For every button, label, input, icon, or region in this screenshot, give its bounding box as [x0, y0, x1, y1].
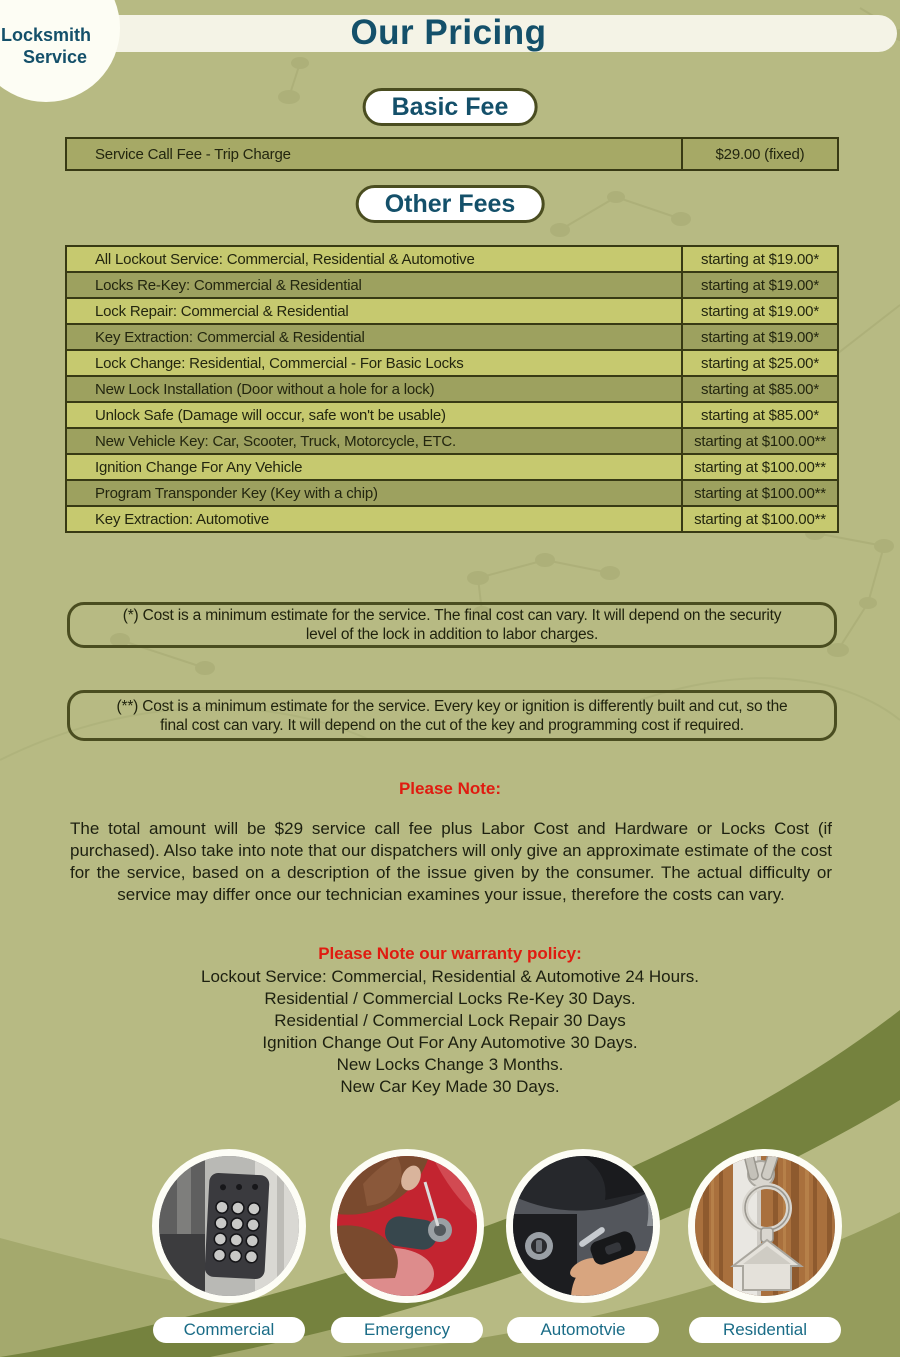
note-box-double-asterisk — [67, 690, 837, 741]
fee-price-value: starting at $19.00* — [701, 276, 819, 294]
fee-row — [67, 351, 837, 377]
fee-service-label: Service Call Fee - Trip Charge — [67, 139, 683, 169]
fee-price-value: starting at $100.00** — [694, 510, 826, 528]
fee-service-label: All Lockout Service: Commercial, Residential & Automotive — [67, 247, 683, 271]
other-fees-table — [65, 245, 839, 533]
fee-service-label: New Lock Installation (Door without a hole for a lock) — [67, 377, 683, 401]
fee-service-label: Unlock Safe (Damage will occur, safe won't be usable) — [67, 403, 683, 427]
fee-row — [67, 507, 837, 531]
fee-row — [67, 455, 837, 481]
warranty-heading: Please Note our warranty policy: — [318, 944, 582, 963]
fee-row — [67, 429, 837, 455]
fee-price-value: starting at $100.00** — [694, 458, 826, 476]
category-card-automotvie[interactable] — [506, 1149, 660, 1339]
fee-price-value: starting at $19.00* — [701, 302, 819, 320]
brand-line-1: Locksmith — [0, 25, 92, 45]
fee-row — [67, 299, 837, 325]
fee-price-value: $29.00 (fixed) — [715, 145, 805, 163]
warranty-item: New Car Key Made 30 Days. — [340, 1077, 560, 1096]
fee-row — [67, 377, 837, 403]
category-label[interactable]: Commercial — [153, 1317, 305, 1343]
fee-service-label: Lock Repair: Commercial & Residential — [67, 299, 683, 323]
warranty-item: New Locks Change 3 Months. — [336, 1055, 564, 1074]
car-door-unlock-photo[interactable] — [330, 1149, 484, 1303]
category-card-commercial[interactable] — [152, 1149, 306, 1339]
fee-row — [67, 481, 837, 507]
fee-price-value: starting at $19.00* — [701, 250, 819, 268]
page-title: Our Pricing — [350, 13, 547, 52]
fee-service-label: Lock Change: Residential, Commercial - For Basic Locks — [67, 351, 683, 375]
category-label[interactable]: Residential — [689, 1317, 841, 1343]
note-text: (**) Cost is a minimum estimate for the service. Every key or ignition is differently built and cut, so the final cost can vary. It will depend on the cut of the key and programming cost if required. — [116, 697, 788, 734]
fee-price-value: starting at $100.00** — [694, 432, 826, 450]
fee-price-value: starting at $25.00* — [701, 354, 819, 372]
fee-price-value: starting at $19.00* — [701, 328, 819, 346]
fee-price-value: starting at $100.00** — [694, 484, 826, 502]
fee-price-value: starting at $85.00* — [701, 380, 819, 398]
fee-service-label: Locks Re-Key: Commercial & Residential — [67, 273, 683, 297]
basic-fee-heading: Basic Fee — [363, 88, 538, 126]
category-label[interactable]: Automotvie — [507, 1317, 659, 1343]
category-card-emergency[interactable] — [330, 1149, 484, 1339]
brand-line-2: Service — [22, 47, 88, 67]
fee-row — [67, 403, 837, 429]
note-box-single-asterisk — [67, 602, 837, 648]
please-note-body: The total amount will be $29 service call fee plus Labor Cost and Hardware or Locks Cost (if purchased). Also take into note that our dispatchers will only give an approximate estimate of the cost for the service, based on a description of the issue given by the consumer. The actual difficulty or service may differ once our technician examines your issue, therefore the costs can vary. — [70, 819, 832, 904]
ignition-key-photo[interactable] — [506, 1149, 660, 1303]
fee-service-label: Key Extraction: Automotive — [67, 507, 683, 531]
fee-service-label: New Vehicle Key: Car, Scooter, Truck, Motorcycle, ETC. — [67, 429, 683, 453]
fee-row — [67, 325, 837, 351]
fee-row — [67, 247, 837, 273]
category-label[interactable]: Emergency — [331, 1317, 483, 1343]
category-card-residential[interactable] — [688, 1149, 842, 1339]
warranty-item: Lockout Service: Commercial, Residential & Automotive 24 Hours. — [201, 967, 699, 986]
fee-row — [67, 139, 837, 169]
fee-row — [67, 273, 837, 299]
warranty-item: Ignition Change Out For Any Automotive 30 Days. — [262, 1033, 638, 1052]
house-keychain-photo[interactable] — [688, 1149, 842, 1303]
fee-service-label: Key Extraction: Commercial & Residential — [67, 325, 683, 349]
note-text: (*) Cost is a minimum estimate for the service. The final cost can vary. It will depend on the security level of the lock in addition to labor charges. — [122, 607, 782, 643]
keypad-lock-photo[interactable] — [152, 1149, 306, 1303]
fee-service-label: Ignition Change For Any Vehicle — [67, 455, 683, 479]
basic-fee-table — [65, 137, 839, 171]
warranty-list — [0, 966, 900, 1098]
fee-service-label: Program Transponder Key (Key with a chip) — [67, 481, 683, 505]
warranty-item: Residential / Commercial Locks Re-Key 30 Days. — [264, 989, 636, 1008]
please-note-heading: Please Note: — [398, 779, 502, 798]
other-fees-heading: Other Fees — [356, 185, 545, 223]
fee-price-value: starting at $85.00* — [701, 406, 819, 424]
warranty-item: Residential / Commercial Lock Repair 30 Days — [274, 1011, 626, 1030]
